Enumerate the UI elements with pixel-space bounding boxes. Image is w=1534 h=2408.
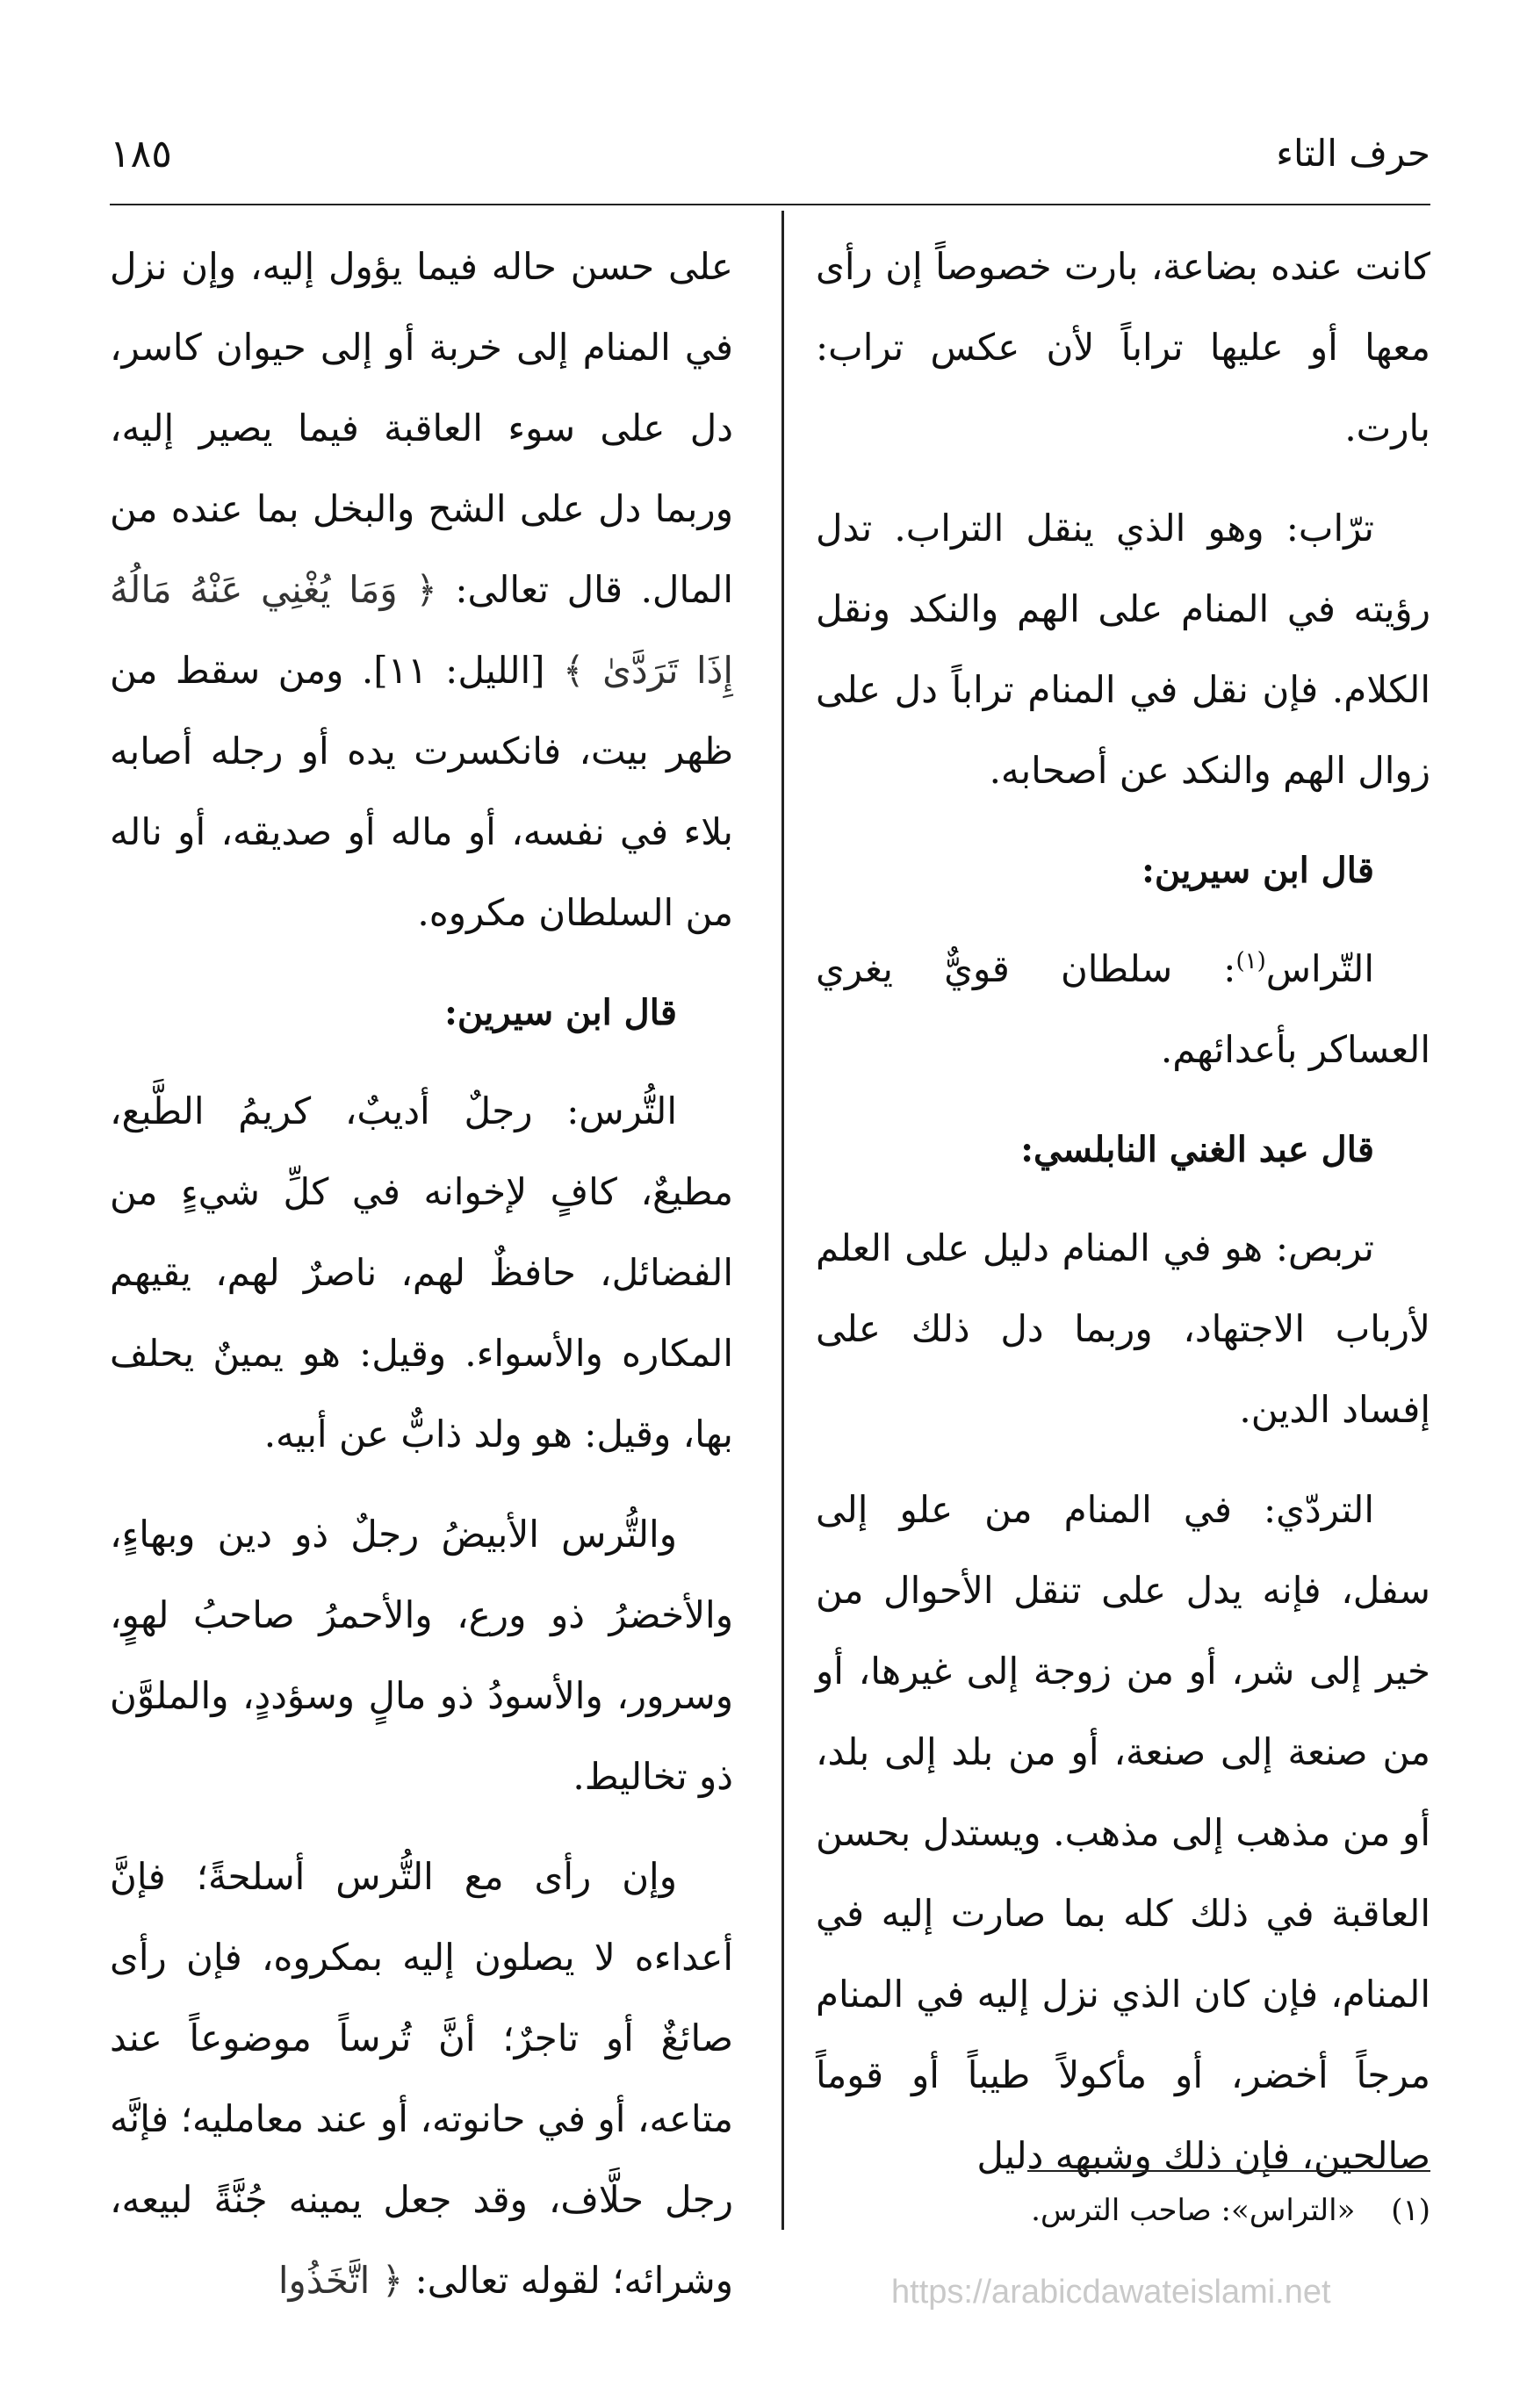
entry-tarrab [816,488,1430,811]
entry-term: التُّرس: [566,1089,677,1132]
entry-term: التّراس [1265,947,1374,990]
entry-tarabbus [816,1208,1430,1450]
entry-text: في المنام من علو إلى سفل، فإنه يدل على تنقل الأحوال من خير إلى شر، أو من زوجة إلى غيرها، أو من صنعة إلى صنعة، أو من بلد إلى بلد، أو من مذهب إلى مذهب. ويستدل بحسن العاقبة في ذلك كله بما صارت إليه في المنام، فإن كان الذي نزل إليه في المنام مرجاً أخضر، أو مأكولاً طيباً أو قوماً صالحين، فإن ذلك وشبهه دليل [816,1488,1430,2177]
paragraph-text: وإن رأى مع التُّرس أسلحةً؛ فإنَّ أعداءه لا يصلون إليه بمكروه، فإن رأى صائغٌ أو تاجرٌ؛ أنَّ تُرساً موضوعاً عند متاعه، أو في حانوته، أو عند معامليه؛ فإنَّه رجل حلَّاف، وقد جعل يمينه جُنَّةً لبيعه، وشرائه؛ لقوله تعالى: [110,1855,733,2302]
paragraph-text: على حسن حاله فيما يؤول إليه، وإن نزل في المنام إلى خربة أو إلى حيوان كاسر، دل على سوء العاقبة فيما يصير إليه، وربما دل على الشح والبخل بما عنده من المال. قال تعالى: [110,245,733,611]
footnote-number: (١) [1391,2193,1430,2228]
entry-term: التردّي: [1263,1488,1374,1531]
right-column [816,226,1430,2216]
paragraph-text: ومن سقط من ظهر بيت، فانكسرت يده أو رجله أصابه بلاء في نفسه، أو ماله أو صديقه، أو ناله من السلطان مكروه. [110,649,733,934]
entry-taraddi [816,1470,1430,2196]
entry-tarras [816,929,1430,1090]
page-number: ١٨٥ [110,132,172,176]
section-heading-nabulsi: قال عبد الغني النابلسي: [1020,1129,1374,1170]
header-rule [110,204,1430,205]
column-divider [781,211,784,2230]
footnote-rule [1027,2170,1430,2172]
entry-term: ترّاب: [1286,507,1374,550]
entry-text: هو في المنام دليل على العلم لأرباب الاجتهاد، وربما دل ذلك على إفساد الدين. [816,1226,1430,1431]
verse-reference: [الليل: ١١]. [361,649,545,692]
paragraph [110,226,733,953]
watermark-url: https://arabicdawateislami.net [891,2274,1331,2311]
paragraph [110,1837,733,2321]
footnote [816,2188,1430,2233]
left-column [110,226,733,2340]
entry-text: رجلٌ أديبٌ، كريمُ الطَّبع، مطيعٌ، كافٍ لإخوانه في كلِّ شيءٍ من الفضائل، حافظٌ لهم، ناصرٌ لهم، يقيهم المكاره والأسواء. وقيل: هو يمينٌ يحلف بها، وقيل: هو ولد ذابٌّ عن أبيه. [110,1089,733,1456]
quran-verse: ﴿ وَمَا يُغْنِي عَنْهُ مَالُهُ إِذَا تَرَدَّىٰ ﴾ [110,568,733,692]
entry-turs [110,1071,733,1475]
footnote-text: «التراس»: صاحب الترس. [1031,2193,1356,2228]
quran-verse: ﴿ اتَّخَذُوا [277,2259,404,2302]
entry-term: تربص: [1275,1226,1374,1269]
entry-text: : سلطان قويٌّ يغري العساكر بأعدائهم. [816,947,1430,1071]
paragraph: والتُّرس الأبيضُ رجلٌ ذو دين وبهاءٍ، والأخضرُ ذو ورع، والأحمرُ صاحبُ لهوٍ، وسرور، والأسودُ ذو مالٍ وسؤددٍ، والملوَّن ذو تخاليط. [110,1513,733,1798]
entry-text: وهو الذي ينقل التراب. تدل رؤيته في المنام على الهم والنكد ونقل الكلام. فإن نقل في المنام تراباً دل على زوال الهم والنكد عن أصحابه. [816,507,1430,792]
running-head: حرف التاء [1276,132,1430,175]
paragraph: كانت عنده بضاعة، بارت خصوصاً إن رأى معها أو عليها تراباً لأن عكس تراب: بارت. [816,245,1430,449]
footnote-marker[interactable]: (١) [1235,948,1266,974]
section-heading-ibn-sirin: قال ابن سيرين: [1141,850,1374,891]
section-heading-ibn-sirin: قال ابن سيرين: [444,992,677,1033]
